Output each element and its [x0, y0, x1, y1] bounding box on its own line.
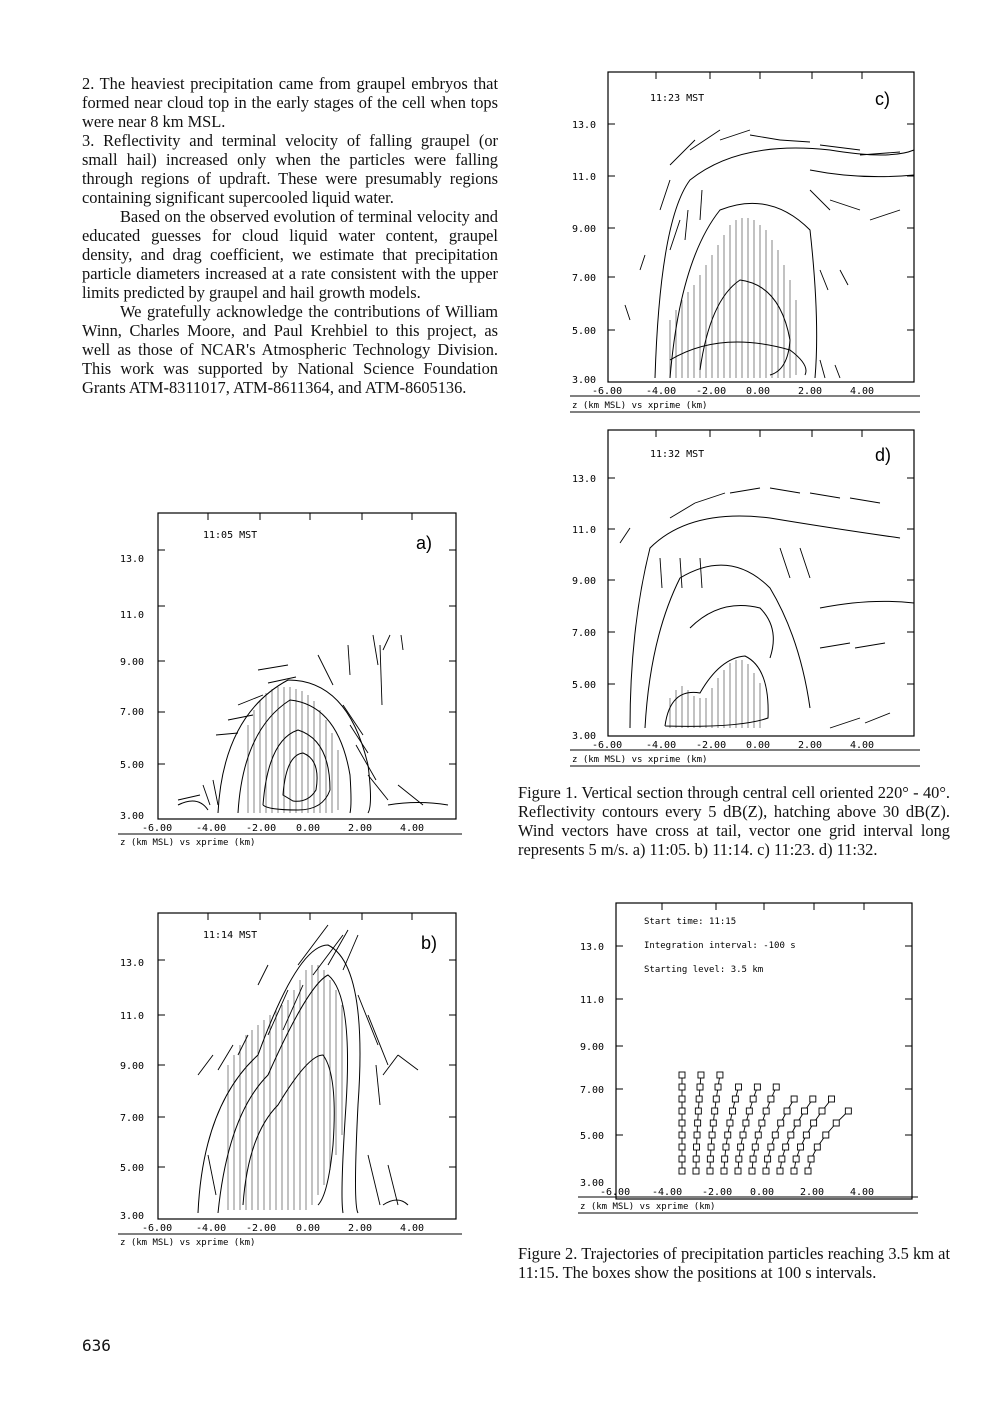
trajectory-box: [717, 1072, 723, 1078]
y-tick-9: 9.00: [120, 1061, 145, 1072]
trajectory-box: [808, 1156, 814, 1162]
x-tick-m4: -4.00: [196, 823, 227, 834]
trajectory-box: [768, 1096, 774, 1102]
y-tick-11: 11.0: [572, 172, 597, 183]
trajectory-box: [750, 1096, 756, 1102]
trajectory-box: [791, 1096, 797, 1102]
y-tick-9: 9.00: [572, 576, 597, 587]
trajectory-box: [778, 1120, 784, 1126]
trajectory-box: [679, 1132, 685, 1138]
trajectory-box: [814, 1144, 820, 1150]
trajectory-box: [811, 1120, 817, 1126]
trajectory-box: [777, 1168, 783, 1174]
trajectory-box: [768, 1144, 774, 1150]
trajectory-box: [752, 1144, 758, 1150]
trajectory-box: [803, 1132, 809, 1138]
x-tick-m4: -4.00: [652, 1187, 683, 1198]
x-tick-m4: -4.00: [646, 386, 677, 397]
y-tick-5: 5.00: [572, 680, 597, 691]
trajectory-box: [793, 1156, 799, 1162]
trajectory-box: [732, 1096, 738, 1102]
y-tick-13: 13.0: [120, 958, 145, 969]
trajectory-box: [679, 1084, 685, 1090]
x-tick-2: 2.00: [800, 1187, 825, 1198]
axis-label: z (km MSL) vs xprime (km): [572, 755, 708, 765]
figure2-trajectories: [578, 895, 918, 1217]
figure1-panel-b: [118, 905, 462, 1251]
y-tick-3: 3.00: [572, 375, 597, 386]
trajectory-box: [802, 1108, 808, 1114]
x-tick-0: 0.00: [296, 823, 321, 834]
trajectory-box: [845, 1108, 851, 1114]
x-tick-2: 2.00: [348, 823, 373, 834]
y-tick-3: 3.00: [580, 1178, 605, 1189]
x-tick-4: 4.00: [850, 1187, 875, 1198]
y-tick-11: 11.0: [580, 995, 605, 1006]
x-tick-m2: -2.00: [246, 823, 277, 834]
trajectory-box: [707, 1156, 713, 1162]
trajectory-box: [693, 1168, 699, 1174]
trajectory-box: [810, 1096, 816, 1102]
x-tick-m6: -6.00: [142, 1223, 173, 1234]
y-tick-11: 11.0: [572, 525, 597, 536]
y-tick-11: 11.0: [120, 610, 145, 621]
trajectory-box: [679, 1096, 685, 1102]
panel-c-time: 11:23 MST: [650, 93, 705, 104]
paragraph-acknowledgments: We gratefully acknowledge the contributions of William Winn, Charles Moore, and Paul Krehbiel to this project, as well as those of NCAR's Atmospheric Technology Division. This work was supported by National Science Foundation Grants ATM-8311017, ATM-8611364, and ATM-8605136.: [82, 302, 498, 397]
panel-a-letter: a): [416, 533, 433, 553]
x-tick-m6: -6.00: [142, 823, 173, 834]
trajectory-box: [679, 1168, 685, 1174]
panel-b-time: 11:14 MST: [203, 930, 258, 941]
trajectory-box: [794, 1120, 800, 1126]
trajectory-box: [679, 1156, 685, 1162]
x-tick-m2: -2.00: [696, 740, 727, 751]
trajectory-box: [743, 1120, 749, 1126]
trajectory-box: [715, 1084, 721, 1090]
panel-c-letter: c): [875, 89, 890, 109]
trajectory-box: [759, 1120, 765, 1126]
trajectory-box: [725, 1132, 731, 1138]
y-tick-7: 7.00: [120, 1113, 145, 1124]
trajectory-box: [721, 1168, 727, 1174]
y-tick-3: 3.00: [120, 1211, 145, 1222]
y-tick-9: 9.00: [580, 1042, 605, 1053]
trajectory-box: [763, 1168, 769, 1174]
trajectory-box: [754, 1084, 760, 1090]
x-tick-0: 0.00: [296, 1223, 321, 1234]
x-tick-m6: -6.00: [592, 386, 623, 397]
trajectory-box: [713, 1096, 719, 1102]
x-tick-2: 2.00: [348, 1223, 373, 1234]
trajectory-box: [710, 1120, 716, 1126]
trajectory-box: [735, 1168, 741, 1174]
trajectory-box: [797, 1144, 803, 1150]
x-tick-4: 4.00: [400, 823, 425, 834]
trajectory-box: [765, 1156, 771, 1162]
figure1-panel-a: [118, 505, 462, 851]
trajectory-box: [763, 1108, 769, 1114]
y-tick-13: 13.0: [572, 474, 597, 485]
trajectory-box: [833, 1120, 839, 1126]
panel-a-time: 11:05 MST: [203, 530, 258, 541]
fig2-integration-interval: Integration interval: -100 s: [644, 941, 796, 951]
trajectory-box: [736, 1156, 742, 1162]
trajectory-box: [695, 1120, 701, 1126]
trajectory-box: [723, 1144, 729, 1150]
trajectory-box: [791, 1168, 797, 1174]
trajectory-box: [694, 1144, 700, 1150]
trajectory-box: [679, 1072, 685, 1078]
y-tick-7: 7.00: [572, 273, 597, 284]
body-text-column: [82, 74, 498, 397]
trajectory-box: [695, 1108, 701, 1114]
panel-d-time: 11:32 MST: [650, 449, 705, 460]
paragraph-item-3: 3. Reflectivity and terminal velocity of falling graupel (or small hail) increased only when the particles were falling through regions of updraft. These were presumably regions containing significant supercooled liquid water.: [82, 131, 498, 207]
trajectory-box: [722, 1156, 728, 1162]
trajectory-box: [697, 1084, 703, 1090]
x-tick-m2: -2.00: [702, 1187, 733, 1198]
trajectory-box: [712, 1108, 718, 1114]
y-tick-7: 7.00: [580, 1085, 605, 1096]
trajectory-box: [679, 1120, 685, 1126]
figure1-caption: Figure 1. Vertical section through central cell oriented 220° - 40°. Reflectivity contours every 5 dB(Z), hatching above 30 dB(Z). Wind vectors have cross at tail, vector one grid interval long represents 5 m/s. a) 11:05. b) 11:14. c) 11:23. d) 11:32.: [518, 783, 950, 859]
panel-b-letter: b): [421, 933, 438, 953]
y-tick-5: 5.00: [580, 1131, 605, 1142]
y-tick-5: 5.00: [120, 760, 145, 771]
paragraph-item-2: 2. The heaviest precipitation came from graupel embryos that formed near cloud top in the early stages of the cell when tops were near 8 km MSL.: [82, 74, 498, 131]
y-tick-13: 13.0: [120, 554, 145, 565]
x-tick-m4: -4.00: [196, 1223, 227, 1234]
trajectory-box: [693, 1156, 699, 1162]
y-tick-7: 7.00: [572, 628, 597, 639]
trajectory-box: [750, 1156, 756, 1162]
y-tick-11: 11.0: [120, 1011, 145, 1022]
axis-label: z (km MSL) vs xprime (km): [580, 1202, 716, 1212]
y-tick-3: 3.00: [120, 811, 145, 822]
y-tick-13: 13.0: [580, 942, 605, 953]
trajectory-box: [819, 1108, 825, 1114]
trajectory-box: [749, 1168, 755, 1174]
trajectory-box: [679, 1144, 685, 1150]
paragraph-conclusion: Based on the observed evolution of terminal velocity and educated guesses for cloud liquid water content, graupel density, and drag coefficient, we estimate that precipitation particle diameters increased at a rate consistent with the upper limits predicted by graupel and hail growth models.: [82, 207, 498, 302]
trajectory-box: [772, 1132, 778, 1138]
trajectory-box: [698, 1072, 704, 1078]
x-tick-m2: -2.00: [696, 386, 727, 397]
x-tick-m2: -2.00: [246, 1223, 277, 1234]
x-tick-2: 2.00: [798, 740, 823, 751]
fig2-starting-level: Starting level: 3.5 km: [644, 965, 764, 975]
x-tick-0: 0.00: [746, 740, 771, 751]
figure2-caption: Figure 2. Trajectories of precipitation particles reaching 3.5 km at 11:15. The boxes show the positions at 100 s intervals.: [518, 1244, 950, 1282]
trajectory-box: [783, 1144, 789, 1150]
trajectory-box: [708, 1144, 714, 1150]
axis-label: z (km MSL) vs xprime (km): [120, 838, 256, 848]
x-tick-m4: -4.00: [646, 740, 677, 751]
trajectory-box: [696, 1096, 702, 1102]
y-tick-7: 7.00: [120, 707, 145, 718]
y-tick-5: 5.00: [120, 1163, 145, 1174]
x-tick-m6: -6.00: [600, 1187, 631, 1198]
trajectory-box: [740, 1132, 746, 1138]
y-tick-3: 3.00: [572, 731, 597, 742]
trajectory-box: [805, 1168, 811, 1174]
x-tick-0: 0.00: [746, 386, 771, 397]
trajectory-box: [709, 1132, 715, 1138]
trajectory-box: [779, 1156, 785, 1162]
figure1-panel-c: [570, 70, 920, 418]
x-tick-4: 4.00: [850, 386, 875, 397]
trajectory-box: [679, 1108, 685, 1114]
y-tick-5: 5.00: [572, 326, 597, 337]
trajectory-box: [788, 1132, 794, 1138]
figure1-panel-d: [570, 428, 920, 768]
y-tick-13: 13.0: [572, 120, 597, 131]
y-tick-9: 9.00: [572, 224, 597, 235]
trajectory-box: [773, 1084, 779, 1090]
panel-d-letter: d): [875, 445, 892, 465]
x-tick-m6: -6.00: [592, 740, 623, 751]
trajectory-box: [784, 1108, 790, 1114]
trajectory-box: [727, 1120, 733, 1126]
trajectory-box: [823, 1132, 829, 1138]
trajectory-box: [829, 1096, 835, 1102]
trajectory-box: [694, 1132, 700, 1138]
axis-label: z (km MSL) vs xprime (km): [120, 1238, 256, 1248]
x-tick-4: 4.00: [400, 1223, 425, 1234]
x-tick-2: 2.00: [798, 386, 823, 397]
trajectory-box: [738, 1144, 744, 1150]
trajectory-box: [729, 1108, 735, 1114]
trajectory-box: [755, 1132, 761, 1138]
x-tick-4: 4.00: [850, 740, 875, 751]
fig2-start-time: Start time: 11:15: [644, 917, 737, 927]
trajectory-box: [736, 1084, 742, 1090]
x-tick-0: 0.00: [750, 1187, 775, 1198]
trajectory-box: [707, 1168, 713, 1174]
page-number: 636: [82, 1336, 111, 1355]
trajectory-box: [746, 1108, 752, 1114]
y-tick-9: 9.00: [120, 657, 145, 668]
axis-label: z (km MSL) vs xprime (km): [572, 401, 708, 411]
